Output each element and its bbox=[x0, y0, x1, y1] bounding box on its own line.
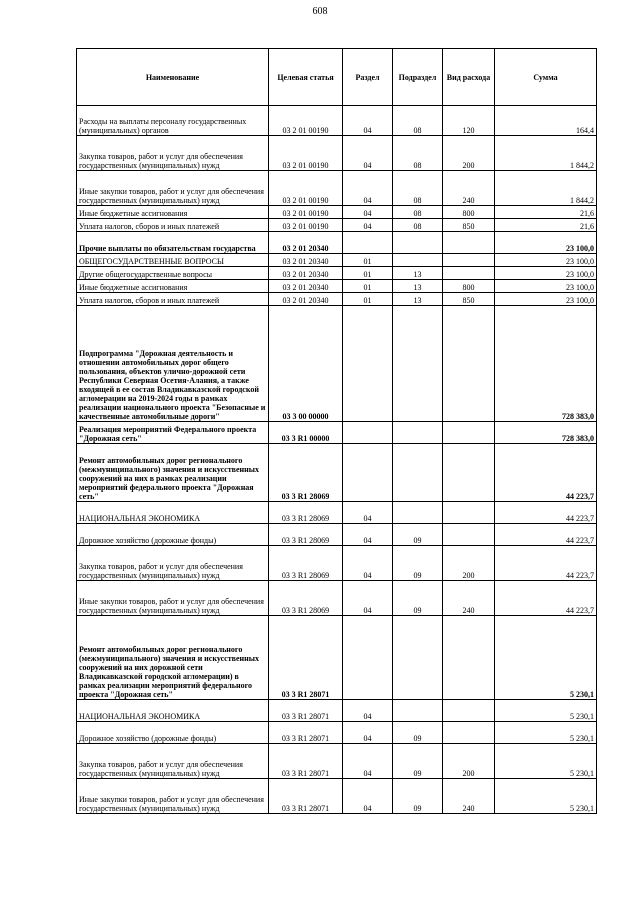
table-row bbox=[77, 546, 597, 581]
cell-name: Иные бюджетные ассигнования bbox=[77, 206, 269, 219]
table-row bbox=[77, 171, 597, 206]
page-number: 608 bbox=[312, 6, 328, 17]
table-row bbox=[77, 280, 597, 293]
cell-subsection: 09 bbox=[393, 581, 443, 616]
cell-amount: 23 100,0 bbox=[495, 232, 597, 254]
cell-code: 03 3 00 00000 bbox=[269, 306, 343, 422]
cell-name: Другие общегосударственные вопросы bbox=[77, 267, 269, 280]
table-row bbox=[77, 306, 597, 422]
cell-amount: 5 230,1 bbox=[495, 779, 597, 814]
table-row bbox=[77, 444, 597, 502]
cell-code: 03 2 01 00190 bbox=[269, 106, 343, 136]
cell-subsection bbox=[393, 232, 443, 254]
cell-code: 03 3 R1 28071 bbox=[269, 700, 343, 722]
header-code: Целевая статья bbox=[269, 49, 343, 106]
cell-section: 04 bbox=[343, 524, 393, 546]
cell-section bbox=[343, 422, 393, 444]
cell-expense-type: 240 bbox=[443, 171, 495, 206]
cell-amount: 23 100,0 bbox=[495, 267, 597, 280]
cell-expense-type: 240 bbox=[443, 779, 495, 814]
cell-subsection: 13 bbox=[393, 280, 443, 293]
cell-subsection: 09 bbox=[393, 524, 443, 546]
cell-code: 03 2 01 00190 bbox=[269, 171, 343, 206]
cell-code: 03 3 R1 28071 bbox=[269, 722, 343, 744]
cell-subsection: 13 bbox=[393, 267, 443, 280]
cell-amount: 44 223,7 bbox=[495, 581, 597, 616]
table-row bbox=[77, 206, 597, 219]
table-body bbox=[77, 106, 597, 814]
cell-expense-type bbox=[443, 444, 495, 502]
cell-amount: 728 383,0 bbox=[495, 422, 597, 444]
table-row bbox=[77, 267, 597, 280]
cell-expense-type bbox=[443, 422, 495, 444]
cell-code: 03 2 01 00190 bbox=[269, 219, 343, 232]
cell-amount: 164,4 bbox=[495, 106, 597, 136]
cell-expense-type bbox=[443, 306, 495, 422]
cell-expense-type: 120 bbox=[443, 106, 495, 136]
cell-section: 04 bbox=[343, 219, 393, 232]
cell-code: 03 3 R1 28071 bbox=[269, 616, 343, 700]
cell-name: Ремонт автомобильных дорог регионального (межмуниципального) значения и искусственных сооружений на них в рамках реализации мероприятий федерального проекта "Дорожная сеть" bbox=[77, 444, 269, 502]
table-row bbox=[77, 581, 597, 616]
header-name: Наименование bbox=[77, 49, 269, 106]
cell-section: 04 bbox=[343, 744, 393, 779]
cell-name: Дорожное хозяйство (дорожные фонды) bbox=[77, 722, 269, 744]
cell-amount: 23 100,0 bbox=[495, 293, 597, 306]
cell-amount: 23 100,0 bbox=[495, 280, 597, 293]
cell-code: 03 2 01 20340 bbox=[269, 293, 343, 306]
cell-amount: 44 223,7 bbox=[495, 444, 597, 502]
cell-amount: 21,6 bbox=[495, 219, 597, 232]
cell-code: 03 3 R1 28071 bbox=[269, 744, 343, 779]
cell-name: Иные закупки товаров, работ и услуг для обеспечения государственных (муниципальных) нужд bbox=[77, 581, 269, 616]
header-subsection: Подраздел bbox=[393, 49, 443, 106]
header-amount: Сумма bbox=[495, 49, 597, 106]
table-row bbox=[77, 422, 597, 444]
cell-code: 03 2 01 20340 bbox=[269, 267, 343, 280]
cell-amount: 5 230,1 bbox=[495, 744, 597, 779]
cell-subsection: 08 bbox=[393, 106, 443, 136]
cell-subsection bbox=[393, 422, 443, 444]
table-row bbox=[77, 106, 597, 136]
table-row bbox=[77, 293, 597, 306]
cell-code: 03 3 R1 28069 bbox=[269, 444, 343, 502]
table-row bbox=[77, 232, 597, 254]
cell-name: Расходы на выплаты персоналу государственных (муниципальных) органов bbox=[77, 106, 269, 136]
cell-expense-type: 200 bbox=[443, 744, 495, 779]
cell-code: 03 2 01 20340 bbox=[269, 232, 343, 254]
cell-amount: 1 844,2 bbox=[495, 171, 597, 206]
cell-code: 03 2 01 00190 bbox=[269, 136, 343, 171]
cell-name: НАЦИОНАЛЬНАЯ ЭКОНОМИКА bbox=[77, 502, 269, 524]
cell-expense-type bbox=[443, 232, 495, 254]
cell-subsection bbox=[393, 254, 443, 267]
cell-section bbox=[343, 232, 393, 254]
cell-expense-type bbox=[443, 722, 495, 744]
cell-section: 01 bbox=[343, 280, 393, 293]
cell-expense-type bbox=[443, 616, 495, 700]
cell-subsection: 09 bbox=[393, 779, 443, 814]
cell-code: 03 2 01 20340 bbox=[269, 254, 343, 267]
cell-expense-type: 200 bbox=[443, 136, 495, 171]
cell-section bbox=[343, 306, 393, 422]
table-row bbox=[77, 502, 597, 524]
cell-code: 03 2 01 00190 bbox=[269, 206, 343, 219]
cell-name: Иные закупки товаров, работ и услуг для обеспечения государственных (муниципальных) нужд bbox=[77, 171, 269, 206]
cell-name: Уплата налогов, сборов и иных платежей bbox=[77, 219, 269, 232]
cell-name: Прочие выплаты по обязательствам государства bbox=[77, 232, 269, 254]
cell-amount: 5 230,1 bbox=[495, 722, 597, 744]
table-row bbox=[77, 254, 597, 267]
cell-expense-type: 200 bbox=[443, 546, 495, 581]
table-row bbox=[77, 136, 597, 171]
cell-code: 03 3 R1 28069 bbox=[269, 502, 343, 524]
cell-amount: 44 223,7 bbox=[495, 524, 597, 546]
cell-subsection: 13 bbox=[393, 293, 443, 306]
cell-code: 03 3 R1 28069 bbox=[269, 546, 343, 581]
cell-code: 03 3 R1 28071 bbox=[269, 779, 343, 814]
table-header-row bbox=[77, 49, 597, 106]
cell-name: Закупка товаров, работ и услуг для обеспечения государственных (муниципальных) нужд bbox=[77, 136, 269, 171]
cell-name: Уплата налогов, сборов и иных платежей bbox=[77, 293, 269, 306]
cell-expense-type: 850 bbox=[443, 219, 495, 232]
header-expense-type: Вид расхода bbox=[443, 49, 495, 106]
cell-subsection: 09 bbox=[393, 722, 443, 744]
cell-amount: 44 223,7 bbox=[495, 546, 597, 581]
cell-name: Дорожное хозяйство (дорожные фонды) bbox=[77, 524, 269, 546]
cell-subsection bbox=[393, 616, 443, 700]
cell-section: 01 bbox=[343, 293, 393, 306]
cell-code: 03 3 R1 28069 bbox=[269, 581, 343, 616]
cell-amount: 5 230,1 bbox=[495, 616, 597, 700]
cell-amount: 5 230,1 bbox=[495, 700, 597, 722]
table-row bbox=[77, 744, 597, 779]
cell-section: 04 bbox=[343, 722, 393, 744]
table-row bbox=[77, 700, 597, 722]
cell-section: 04 bbox=[343, 136, 393, 171]
cell-expense-type: 850 bbox=[443, 293, 495, 306]
cell-code: 03 2 01 20340 bbox=[269, 280, 343, 293]
cell-subsection: 08 bbox=[393, 219, 443, 232]
cell-name: Иные бюджетные ассигнования bbox=[77, 280, 269, 293]
cell-amount: 1 844,2 bbox=[495, 136, 597, 171]
cell-section bbox=[343, 444, 393, 502]
cell-expense-type: 800 bbox=[443, 280, 495, 293]
cell-expense-type bbox=[443, 267, 495, 280]
cell-expense-type: 800 bbox=[443, 206, 495, 219]
cell-subsection: 08 bbox=[393, 171, 443, 206]
table-row bbox=[77, 524, 597, 546]
cell-name: Иные закупки товаров, работ и услуг для обеспечения государственных (муниципальных) нужд bbox=[77, 779, 269, 814]
cell-section: 04 bbox=[343, 502, 393, 524]
cell-code: 03 3 R1 00000 bbox=[269, 422, 343, 444]
cell-section: 04 bbox=[343, 779, 393, 814]
cell-expense-type bbox=[443, 254, 495, 267]
cell-name: Подпрограмма "Дорожная деятельность и отношении автомобильных дорог общего пользования, объектов улично-дорожной сети Республики Северная Осетия-Алания, а также входящей в ее состав Владикавказской городской агломерации на 2019-2024 годы в рамках реализации национального проекта "Безопасные и качественные автомобильные дороги" bbox=[77, 306, 269, 422]
cell-name: ОБЩЕГОСУДАРСТВЕННЫЕ ВОПРОСЫ bbox=[77, 254, 269, 267]
cell-section: 04 bbox=[343, 546, 393, 581]
cell-subsection bbox=[393, 502, 443, 524]
cell-subsection bbox=[393, 444, 443, 502]
cell-name: НАЦИОНАЛЬНАЯ ЭКОНОМИКА bbox=[77, 700, 269, 722]
cell-subsection: 09 bbox=[393, 744, 443, 779]
cell-amount: 23 100,0 bbox=[495, 254, 597, 267]
cell-expense-type bbox=[443, 502, 495, 524]
cell-subsection: 08 bbox=[393, 136, 443, 171]
cell-expense-type bbox=[443, 524, 495, 546]
header-section: Раздел bbox=[343, 49, 393, 106]
cell-section: 04 bbox=[343, 581, 393, 616]
cell-name: Закупка товаров, работ и услуг для обеспечения государственных (муниципальных) нужд bbox=[77, 546, 269, 581]
cell-expense-type bbox=[443, 700, 495, 722]
cell-name: Ремонт автомобильных дорог регионального (межмуниципального) значения и искусственных сооружений на них дорожной сети Владикавказской городской агломерации) в рамках реализации мероприятий федерального проекта "Дорожная сеть" bbox=[77, 616, 269, 700]
cell-section: 01 bbox=[343, 267, 393, 280]
cell-section bbox=[343, 616, 393, 700]
cell-amount: 44 223,7 bbox=[495, 502, 597, 524]
cell-code: 03 3 R1 28069 bbox=[269, 524, 343, 546]
cell-name: Реализация мероприятий Федерального проекта "Дорожная сеть" bbox=[77, 422, 269, 444]
table-row bbox=[77, 219, 597, 232]
table-row bbox=[77, 722, 597, 744]
cell-section: 04 bbox=[343, 106, 393, 136]
cell-subsection: 09 bbox=[393, 546, 443, 581]
cell-section: 04 bbox=[343, 206, 393, 219]
cell-section: 04 bbox=[343, 171, 393, 206]
cell-amount: 21,6 bbox=[495, 206, 597, 219]
cell-section: 04 bbox=[343, 700, 393, 722]
budget-table bbox=[76, 48, 597, 814]
table-row bbox=[77, 616, 597, 700]
cell-subsection: 08 bbox=[393, 206, 443, 219]
cell-subsection bbox=[393, 306, 443, 422]
cell-subsection bbox=[393, 700, 443, 722]
table-row bbox=[77, 779, 597, 814]
cell-amount: 728 383,0 bbox=[495, 306, 597, 422]
cell-section: 01 bbox=[343, 254, 393, 267]
cell-expense-type: 240 bbox=[443, 581, 495, 616]
cell-name: Закупка товаров, работ и услуг для обеспечения государственных (муниципальных) нужд bbox=[77, 744, 269, 779]
